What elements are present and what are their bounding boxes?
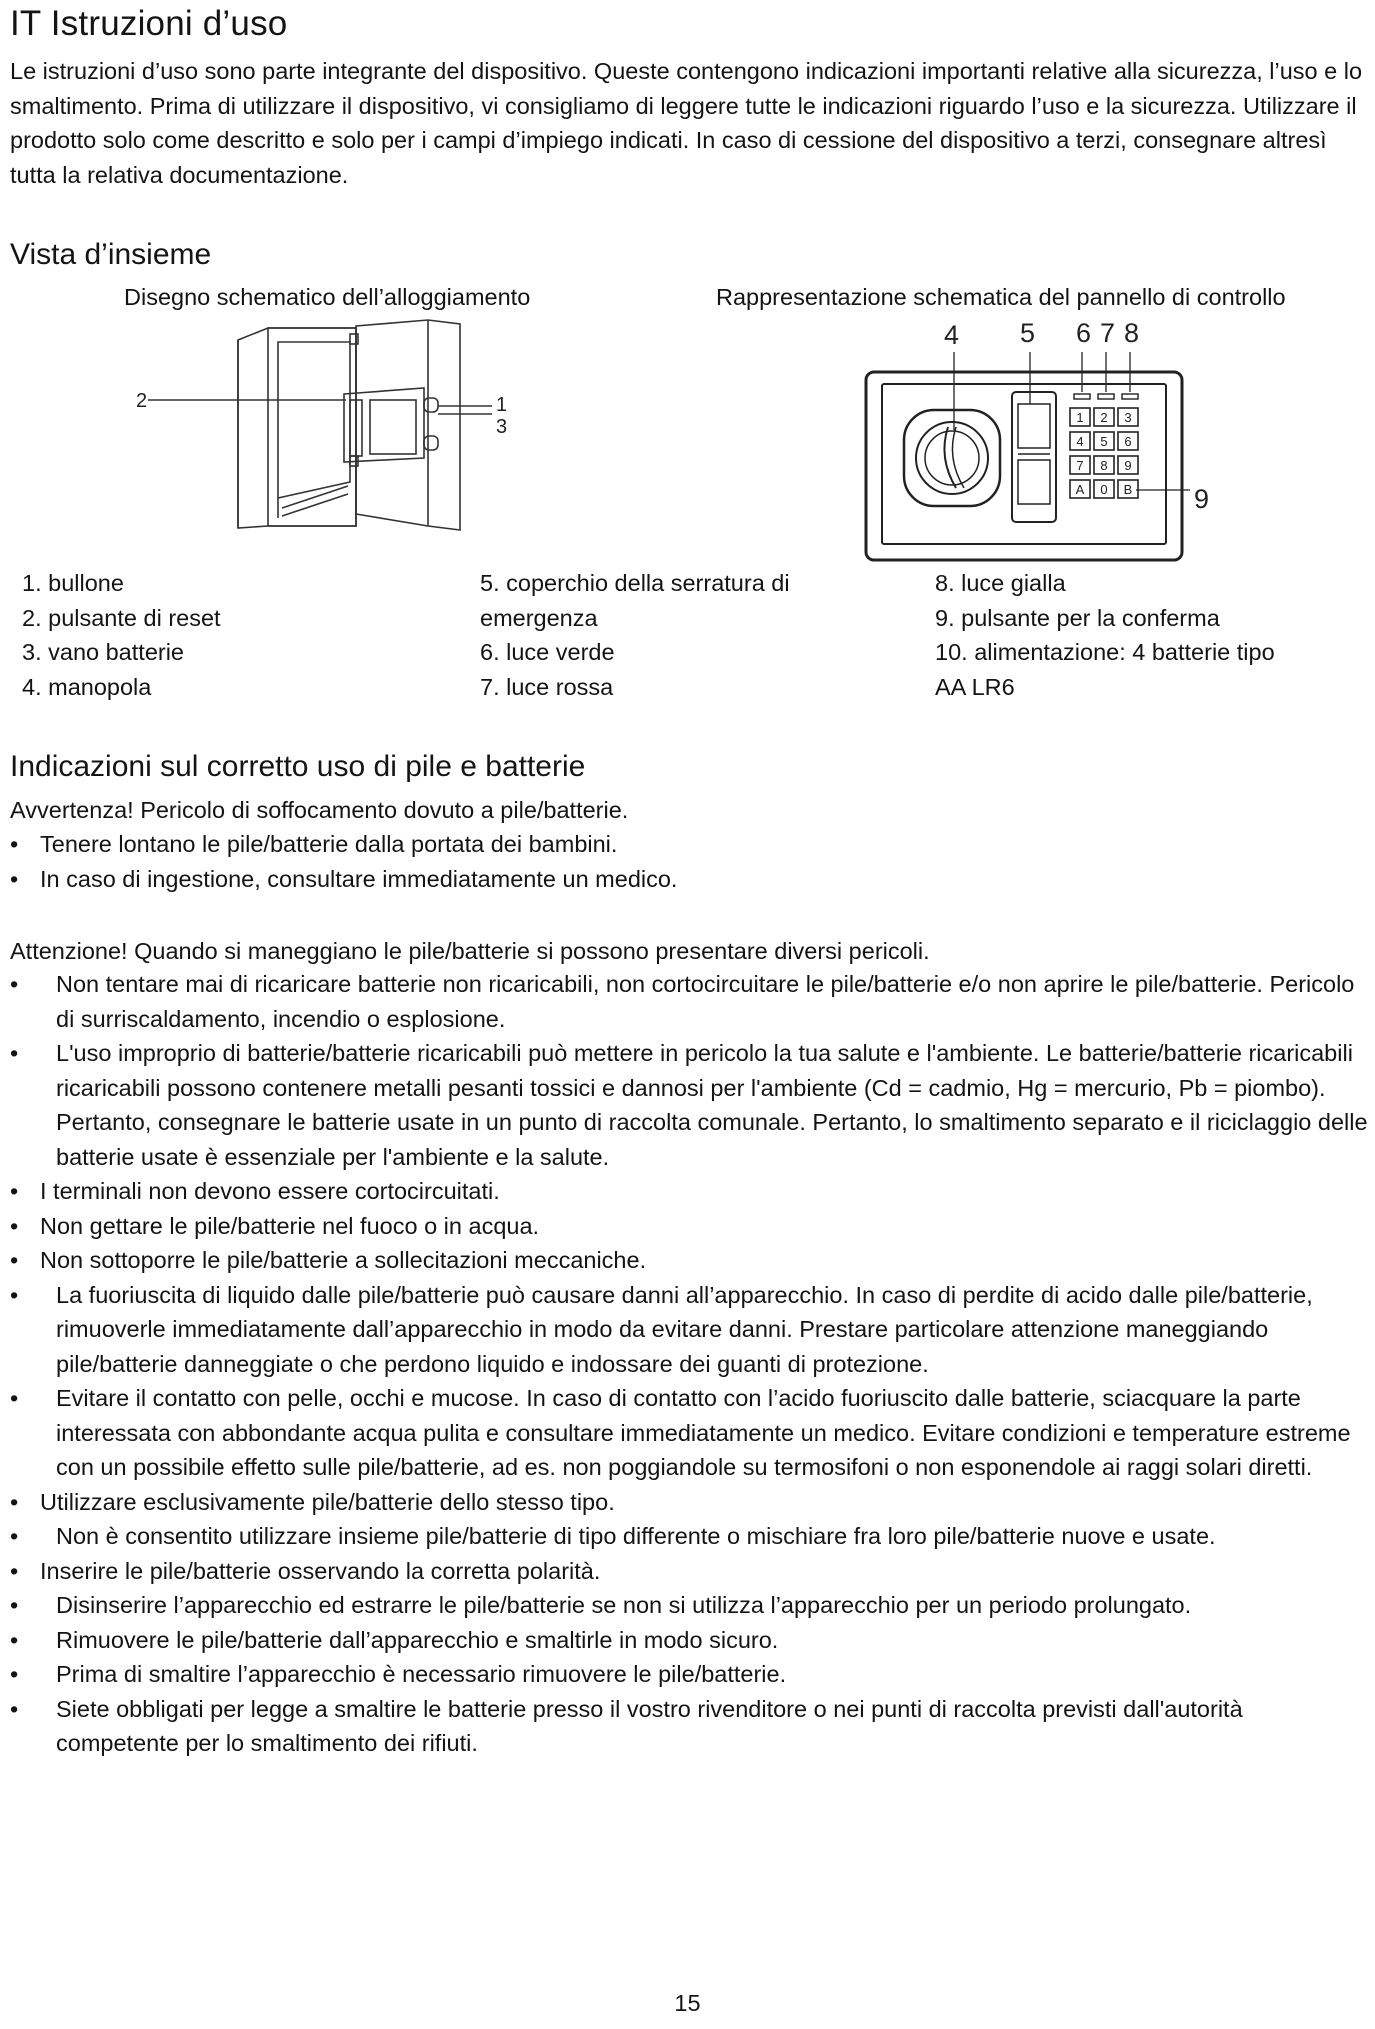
list-item: • Inserire le pile/batterie osservando la corretta polarità. [10,1554,1370,1589]
list-item: • La fuoriuscita di liquido dalle pile/batterie può causare danni all’apparecchio. In caso di perdite di acido dalle pile/batterie, rimuoverle immediatamente dall’apparecchio in modo da evitare danni. Prestare particolare attenzione maneggiando pile/batterie danneggiate o che perdono liquido e indossare dei guanti di protezione. [10,1278,1370,1382]
keypad [1070,408,1138,498]
page-title: IT Istruzioni d’uso [10,4,288,43]
list-item: • Rimuovere le pile/batterie dall’apparecchio e smaltirle in modo sicuro. [10,1623,1370,1658]
bullet: • [10,1385,19,1411]
callout-5: 5 [1020,318,1036,348]
bullet: • [10,1695,19,1722]
svg-text:3: 3 [1124,410,1132,425]
callout-9: 9 [1194,484,1210,514]
bullet: • [10,1557,19,1584]
battery-heading: Indicazioni sul corretto uso di pile e batterie [10,750,586,783]
list-item: • Non tentare mai di ricaricare batterie non ricaricabili, non cortocircuitare le pile/batterie e/o non aprire le pile/batterie. Pericolo di surriscaldamento, incendio o esplosione. [10,967,1370,1036]
svg-text:2: 2 [1100,410,1108,425]
list-item: • Tenere lontano le pile/batterie dalla portata dei bambini. [10,827,1370,862]
list-item: • Non gettare le pile/batterie nel fuoco o in acqua. [10,1209,1370,1244]
callout-7: 7 [1100,318,1116,348]
legend-column-1 [22,566,221,704]
bullet: • [10,1626,19,1653]
svg-text:6: 6 [1124,434,1132,449]
bullet: • [10,1523,19,1549]
callout-8: 8 [1124,318,1140,348]
callout-1: 1 [496,394,508,416]
green-light [1074,394,1090,399]
panel-frame [866,372,1182,560]
svg-text:0: 0 [1100,482,1108,497]
list-item: • Evitare il contatto con pelle, occhi e mucose. In caso di contatto con l’acido fuoriuscito dalle batterie, sciacquare la parte interessata con abbondante acqua pulita e consultare immediatamente un medico. Evitare condizioni e temperature estreme con un possibile effetto sulle pile/batterie, ad es. non poggiandole su termosifoni o non esponendole ai raggi solari diretti. [10,1381,1370,1485]
callout-2: 2 [136,390,148,412]
intro-paragraph: Le istruzioni d’uso sono parte integrante del dispositivo. Queste contengono indicazioni importanti relative alla sicurezza, l’uso e lo smaltimento. Prima di utilizzare il dispositivo, vi consigliamo di leggere tutte le indicazioni riguardo l’uso e la sicurezza. Utilizzare il prodotto solo come descritto e solo per i campi d’impiego indicati. In caso di cessione del dispositivo a terzi, consegnare altresì tutta la relativa documentazione. [10,58,1363,188]
warning-list [10,827,1370,896]
svg-text:9: 9 [1124,458,1132,473]
bullet: • [10,1247,19,1273]
bullet: • [10,1178,19,1204]
legend-item: 3. vano batterie [22,639,184,665]
svg-text:A: A [1075,482,1085,497]
housing-diagram [136,318,550,538]
list-item: • Disinserire l’apparecchio ed estrarre le pile/batterie se non si utilizza l’apparecchio per un periodo prolungato. [10,1588,1370,1623]
control-panel-diagram [864,312,1236,564]
svg-text:4: 4 [1076,434,1084,449]
bullet: • [10,865,19,892]
bullet: • [10,831,19,857]
legend-column-2 [480,566,790,704]
callout-6: 6 [1076,318,1092,348]
bullet: • [10,1212,19,1239]
legend-item: AA LR6 [935,673,1015,700]
svg-text:1: 1 [1076,410,1084,425]
legend-item: 1. bullone [22,570,124,596]
svg-text:B: B [1123,482,1133,497]
bullet: • [10,1281,19,1308]
legend-item: 5. coperchio della serratura di [480,570,790,596]
housing-caption: Disegno schematico dell’alloggiamento [124,284,531,310]
knob [904,410,1000,506]
list-item: • Siete obbligati per legge a smaltire le batterie presso il vostro rivenditore o nei punti di raccolta previsti dall'autorità competente per lo smaltimento dei rifiuti. [10,1692,1370,1761]
bullet: • [10,1592,19,1618]
legend-item: 6. luce verde [480,639,615,665]
legend-item: 10. alimentazione: 4 batterie tipo [935,639,1275,665]
legend-item: 8. luce gialla [935,570,1066,596]
svg-text:8: 8 [1100,458,1108,473]
legend-item: 7. luce rossa [480,673,614,700]
legend-item: 9. pulsante per la conferma [935,604,1220,631]
list-item: • Prima di smaltire l’apparecchio è necessario rimuovere le pile/batterie. [10,1657,1370,1692]
callout-3: 3 [496,416,508,438]
yellow-light [1122,394,1138,399]
safe-door [356,320,460,530]
bullet: • [10,1488,19,1515]
list-item: • Non sottoporre le pile/batterie a sollecitazioni meccaniche. [10,1243,1370,1278]
legend-column-3 [935,566,1275,704]
legend-item: emergenza [480,604,598,631]
list-item: • In caso di ingestione, consultare immediatamente un medico. [10,862,1370,897]
overview-heading: Vista d’insieme [10,238,212,271]
svg-text:7: 7 [1076,458,1084,473]
warning-line: Avvertenza! Pericolo di soffocamento dovuto a pile/batterie. [10,797,629,823]
legend-item: 2. pulsante di reset [22,604,221,631]
red-light [1098,394,1114,399]
caution-list [10,967,1370,1761]
list-item: • Utilizzare esclusivamente pile/batterie dello stesso tipo. [10,1485,1370,1520]
list-item: • Non è consentito utilizzare insieme pile/batterie di tipo differente o mischiare fra loro pile/batterie nuove e usate. [10,1519,1370,1554]
bullet: • [10,1040,19,1066]
bullet: • [10,971,19,997]
bullet: • [10,1661,19,1687]
callout-4: 4 [944,320,960,350]
panel-caption: Rappresentazione schematica del pannello di controllo [716,284,1286,310]
legend-item: 4. manopola [22,673,152,700]
svg-text:5: 5 [1100,434,1108,449]
list-item: • I terminali non devono essere cortocircuitati. [10,1174,1370,1209]
caution-line: Attenzione! Quando si maneggiano le pile/batterie si possono presentare diversi pericoli. [10,938,930,964]
list-item: • L'uso improprio di batterie/batterie ricaricabili può mettere in pericolo la tua salute e l'ambiente. Le batterie/batterie ricaricabili ricaricabili possono contenere metalli pesanti tossici e dannosi per l'ambiente (Cd = cadmio, Hg = mercurio, Pb = piombo). Pertanto, consegnare le batterie usate in un punto di raccolta comunale. Pertanto, lo smaltimento separato e il riciclaggio delle batterie usate è essenziale per l'ambiente e la salute. [10,1036,1370,1174]
page-number: 15 [674,1990,701,2016]
